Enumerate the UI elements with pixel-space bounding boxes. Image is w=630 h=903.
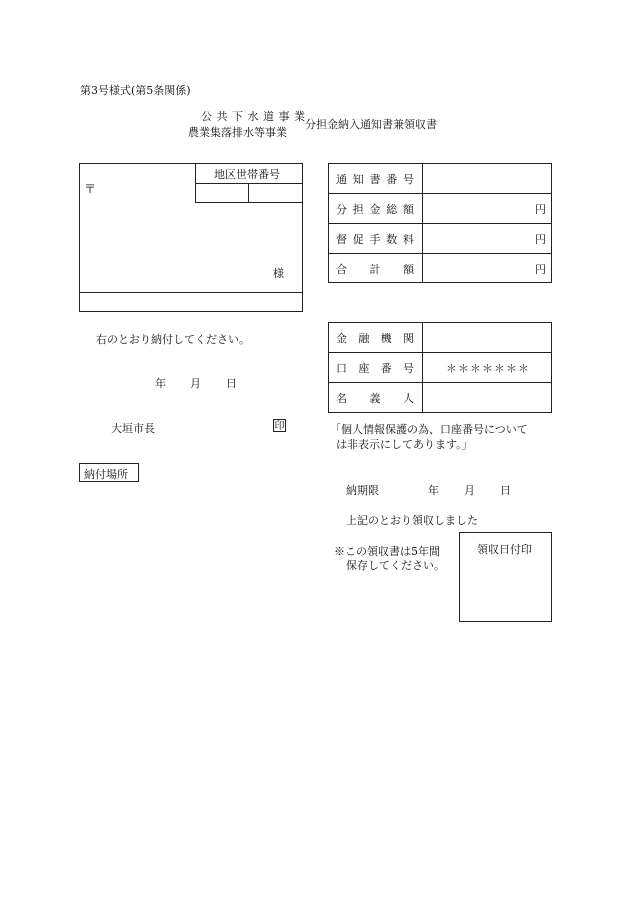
address-box bbox=[79, 163, 303, 312]
payment-instruction: 右のとおり納付してください。 bbox=[96, 333, 250, 346]
notice-label-sum: 合 計 額 bbox=[336, 263, 414, 276]
notice-value-fee: 円 bbox=[535, 233, 546, 246]
deadline-label: 納期限 bbox=[346, 484, 379, 497]
deadline-month: 月 bbox=[464, 484, 475, 497]
project-line-1: 公 共 下 水 道 事 業 bbox=[201, 110, 306, 123]
document-title: 分担金納入通知書兼領収書 bbox=[305, 118, 437, 131]
keep-note-line-2: 保存してください。 bbox=[346, 559, 445, 572]
notice-label-number: 通 知 書 番 号 bbox=[336, 173, 414, 186]
district-number-label: 地区世帯番号 bbox=[214, 168, 280, 181]
notice-value-sum: 円 bbox=[535, 263, 546, 276]
date-year: 年 bbox=[155, 377, 166, 390]
account-number-masked: ＊＊＊＊＊＊＊ bbox=[446, 362, 530, 375]
address-suffix: 様 bbox=[273, 267, 284, 280]
payment-place-label: 納付場所 bbox=[84, 468, 128, 481]
notice-label-total: 分 担 金 総 額 bbox=[336, 203, 414, 216]
keep-note-line-1: ※この領収書は5年間 bbox=[334, 545, 440, 558]
bank-label-account: 口 座 番 号 bbox=[336, 362, 414, 375]
privacy-note-line-2: は非表示にしてあります。」 bbox=[336, 438, 473, 451]
form-id: 第3号様式(第5条関係) bbox=[80, 84, 191, 97]
signer-name: 大垣市長 bbox=[111, 422, 155, 435]
postal-mark: 〒 bbox=[84, 182, 97, 196]
bank-label-holder: 名 義 人 bbox=[336, 392, 414, 405]
received-text: 上記のとおり領収しました bbox=[346, 514, 478, 527]
project-line-2: 農業集落排水等事業 bbox=[188, 126, 287, 139]
deadline-year: 年 bbox=[428, 484, 439, 497]
privacy-note-line-1: 「個人情報保護の為、口座番号について bbox=[330, 423, 528, 436]
notice-value-total: 円 bbox=[535, 203, 546, 216]
date-month: 月 bbox=[190, 377, 201, 390]
bank-label-institution: 金 融 機 関 bbox=[336, 332, 414, 345]
date-day: 日 bbox=[226, 377, 237, 390]
notice-label-fee: 督 促 手 数 料 bbox=[336, 233, 414, 246]
receipt-stamp-label: 領収日付印 bbox=[477, 543, 532, 556]
deadline-day: 日 bbox=[500, 484, 511, 497]
seal-mark: 印 bbox=[274, 421, 285, 432]
